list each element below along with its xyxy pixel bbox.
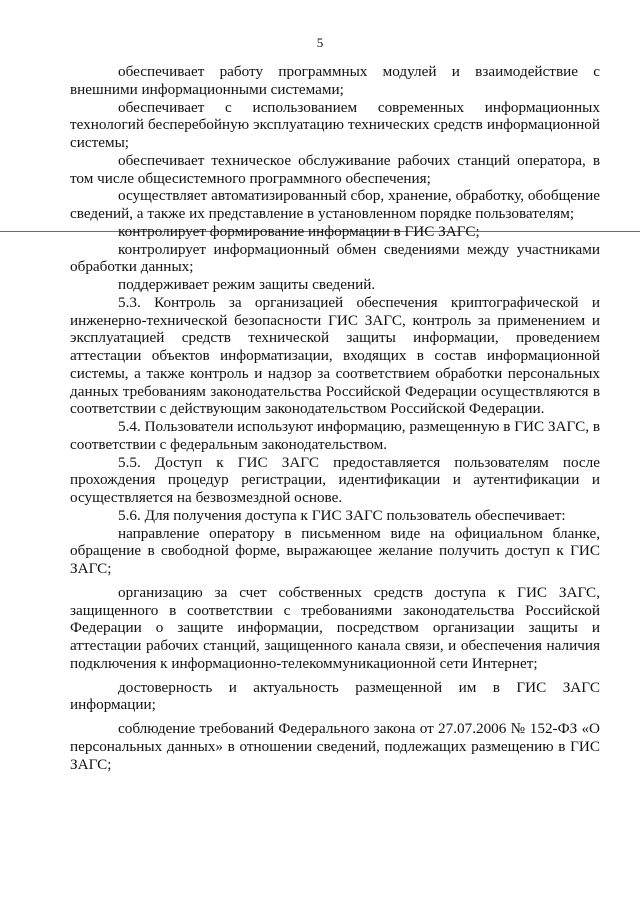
paragraph-reliability: достоверность и актуальность размещенной им в ГИС ЗАГС информации;	[70, 678, 600, 714]
paragraph-technologies: обеспечивает с использованием современных информационных технологий бесперебойную эксплуатацию технических средств информационной системы;	[70, 98, 600, 151]
paragraph-formation-control: контролирует формирование информации в ГИС ЗАГС;	[118, 222, 480, 240]
paragraph-maintenance: обеспечивает техническое обслуживание рабочих станций оператора, в том числе общесистемного программного обеспечения;	[70, 151, 600, 187]
paragraph-5-3: 5.3. Контроль за организацией обеспечения криптографической и инженерно-технической безопасности ГИС ЗАГС, контроль за применением и эксплуатацией средств технической защиты информации, проведением аттестации объектов информатизации, входящих в состав информационной системы, а также контроль и надзор за соответствием обработки персональных данных требованиям законодательства Российской Федерации осуществляются в соответствии с действующим законодательством Российской Федерации.	[70, 293, 600, 418]
page-number: 5	[316, 35, 324, 50]
paragraph-exchange-control: контролирует информационный обмен сведениями между участниками обработки данных;	[70, 240, 600, 276]
paragraph-protection-mode: поддерживает режим защиты сведений.	[118, 276, 376, 293]
paragraph-5-5: 5.5. Доступ к ГИС ЗАГС предоставляется пользователям после прохождения процедур регистрации, идентификации и аутентификации и осуществляется на безвозмездной основе.	[70, 453, 600, 506]
paragraph-152-fz: соблюдение требований Федерального закона от 27.07.2006 № 152-ФЗ «О персональных данных» в отношении сведений, подлежащих размещению в ГИС ЗАГС;	[70, 720, 600, 773]
paragraph-written-request: направление оператору в письменном виде на официальном бланке, обращение в свободной форме, выражающее желание получить доступ к ГИС ЗАГС;	[70, 524, 600, 577]
paragraph-5-4: 5.4. Пользователи используют информацию, размещенную в ГИС ЗАГС, в соответствии с федеральным законодательством.	[70, 418, 600, 453]
paragraph-modules: обеспечивает работу программных модулей и взаимодействие с внешними информационными системами;	[70, 63, 600, 98]
document-body	[70, 63, 600, 773]
paragraph-collection: осуществляет автоматизированный сбор, хранение, обработку, обобщение сведений, а также их представление в установленном порядке пользователям;	[70, 187, 600, 222]
paragraph-5-6: 5.6. Для получения доступа к ГИС ЗАГС пользователь обеспечивает:	[118, 506, 566, 524]
paragraph-secure-access: организацию за счет собственных средств доступа к ГИС ЗАГС, защищенного в соответствии с требованиями законодательства Российской Федерации о защите информации, посредством организации защиты и аттестации рабочих станций, защищенного канала связи, и обеспечения наличия подключения к информационно-телекоммуникационной сети Интернет;	[70, 583, 600, 672]
